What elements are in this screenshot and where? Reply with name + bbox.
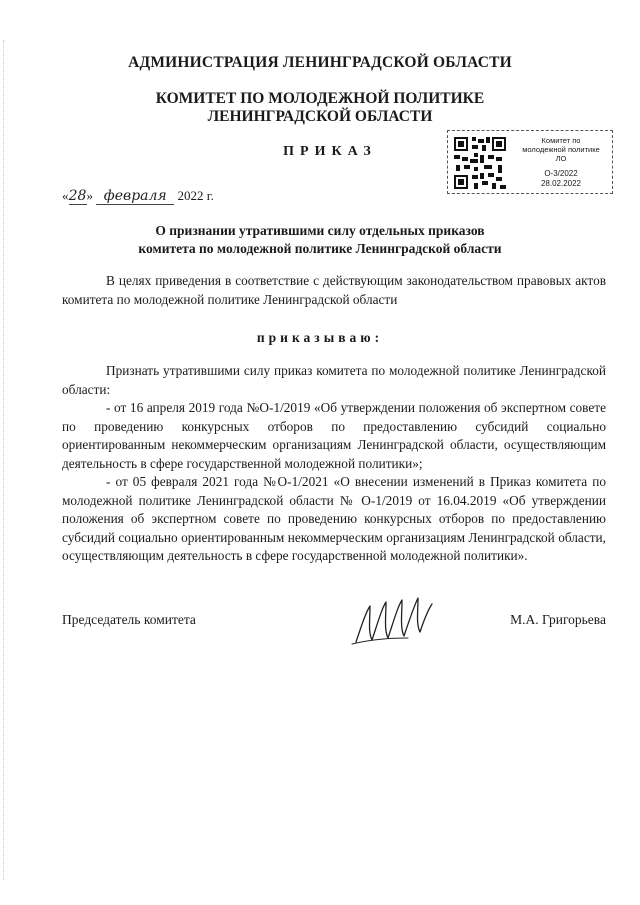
order-body bbox=[62, 362, 606, 566]
administration-heading: АДМИНИСТРАЦИЯ ЛЕНИНГРАДСКОЙ ОБЛАСТИ bbox=[128, 54, 512, 71]
signatory-position: Председатель комитета bbox=[62, 612, 196, 627]
date-close-quote: » bbox=[86, 188, 93, 203]
stamp-date: 28.02.2022 bbox=[540, 179, 582, 188]
preamble-paragraph: В целях приведения в соответствие с действующим законодательством правовых актов комитета по молодежной политике Ленинградской области bbox=[62, 273, 606, 307]
registration-stamp bbox=[447, 130, 613, 194]
committee-heading-line1: КОМИТЕТ ПО МОЛОДЕЖНОЙ ПОЛИТИКЕ bbox=[155, 90, 485, 107]
order-title-line1: О признании утратившими силу отдельных приказов bbox=[155, 223, 485, 238]
committee-heading-line2: ЛЕНИНГРАДСКОЙ ОБЛАСТИ bbox=[207, 108, 433, 125]
date-year: 2022 г. bbox=[177, 188, 214, 203]
order-body-item-2: - от 05 февраля 2021 года №О-1/2021 «О внесении изменений в Приказ комитета по молодежной политике Ленинградской области № О-1/2019 от 16.04.2019 «Об утверждении положения об экспертном совете по проведению конкурсных отборов по предоставлению субсидий социально ориентированным некоммерческим организациям Ленинградской области, осуществляющим деятельность в сфере государственной молодежной политики». bbox=[62, 474, 606, 563]
order-body-intro: Признать утратившими силу приказ комитета по молодежной политике Ленинградской области: bbox=[62, 363, 606, 397]
order-body-item-1: - от 16 апреля 2019 года №О-1/2019 «Об утверждении положения об экспертном совете по проведению конкурсных отборов по предоставлению субсидий социально ориентированным некоммерческим организациям Ленинградской области, осуществляющим деятельность в сфере государственной молодежной политики»; bbox=[62, 400, 606, 471]
stamp-org-line2: молодежной политике bbox=[522, 145, 600, 154]
date-month-handwritten: февраля bbox=[96, 188, 174, 205]
order-title-line2: комитета по молодежной политике Ленинградской области bbox=[138, 241, 502, 256]
date-open-quote: « bbox=[62, 188, 69, 203]
committee-heading bbox=[0, 90, 640, 126]
handwritten-signature bbox=[348, 594, 440, 652]
stamp-number: О-3/2022 bbox=[544, 169, 578, 178]
order-directive: приказываю: bbox=[256, 330, 384, 345]
order-title bbox=[90, 222, 550, 258]
scan-edge-marks bbox=[3, 40, 4, 880]
order-date bbox=[62, 188, 214, 205]
qr-code-icon bbox=[454, 137, 506, 189]
stamp-org-line1: Комитет по bbox=[541, 136, 581, 145]
document-type: ПРИКАЗ bbox=[283, 144, 377, 159]
date-day-handwritten: 28 bbox=[68, 188, 87, 204]
stamp-registration bbox=[512, 169, 610, 189]
stamp-organization bbox=[512, 136, 610, 163]
signatory-name: М.А. Григорьева bbox=[510, 612, 606, 627]
stamp-org-line3: ЛО bbox=[555, 154, 567, 163]
